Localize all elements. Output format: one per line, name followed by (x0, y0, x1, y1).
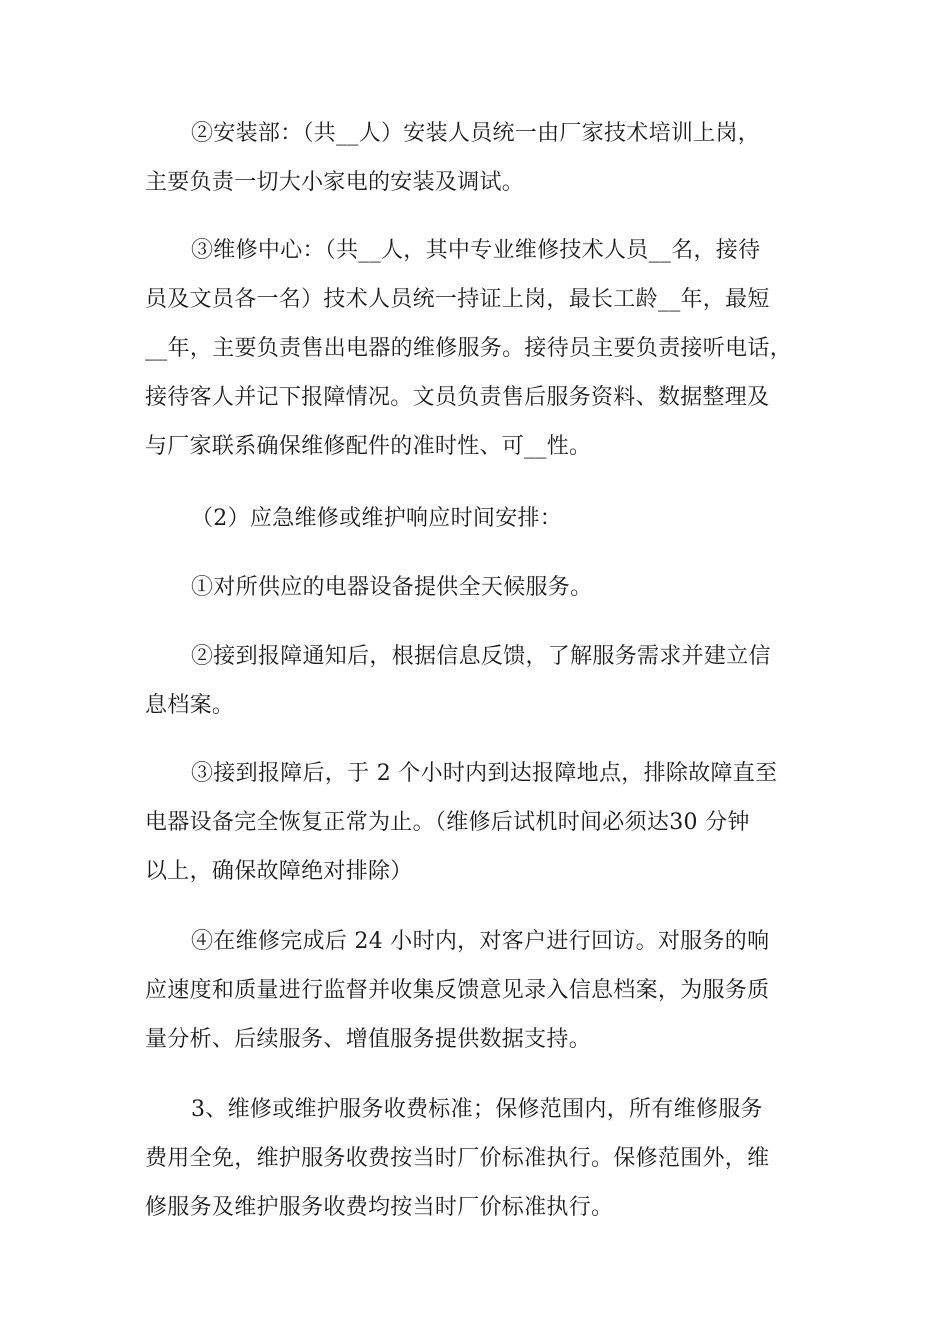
text-line: 应速度和质量进行监督并收集反馈意见录入信息档案，为服务质 (145, 978, 770, 1003)
text-line: 主要负责一切大小家电的安装及调试。 (145, 170, 525, 195)
text-line: 3、维修或维护服务收费标准；保修范围内，所有维修服务 (191, 1097, 763, 1122)
text-line: ④在维修完成后 24 小时内，对客户进行回访。对服务的响 (191, 929, 770, 954)
text-line: 量分析、后续服务、增值服务提供数据支持。 (145, 1027, 592, 1052)
section-heading-emergency-response (145, 494, 810, 543)
paragraph-item-4 (145, 917, 810, 1064)
text-line: ①对所供应的电器设备提供全天候服务。 (191, 575, 593, 600)
paragraph-fee-standard (145, 1085, 810, 1232)
text-line: 息档案。 (145, 693, 235, 718)
paragraph-item-3 (145, 749, 810, 896)
paragraph-item-1 (145, 563, 810, 612)
text-line: 以上，确保故障绝对排除） (145, 859, 413, 884)
text-line: 员及文员各一名）技术人员统一持证上岗，最长工龄__年，最短 (145, 287, 770, 312)
text-line: 与厂家联系确保维修配件的准时性、可__性。 (145, 434, 592, 459)
paragraph-repair-center (145, 226, 810, 471)
text-line: 电器设备完全恢复正常为止。（维修后试机时间必须达30 分钟 (145, 810, 750, 835)
text-line: ②接到报障通知后，根据信息反馈，了解服务需求并建立信 (191, 644, 771, 669)
text-line: ③接到报障后，于 2 个小时内到达报障地点，排除故障直至 (191, 761, 778, 786)
paragraph-item-2 (145, 632, 810, 730)
paragraph-installation-dept (145, 109, 810, 207)
text-line: （2）应急维修或维护响应时间安排： (191, 506, 563, 531)
text-line: __年，主要负责售出电器的维修服务。接待员主要负责接听电话， (145, 336, 793, 361)
text-line: ②安装部：（共__人）安装人员统一由厂家技术培训上岗， (191, 121, 761, 146)
text-line: 费用全免，维护服务收费按当时厂价标准执行。保修范围外，维 (145, 1146, 770, 1171)
text-line: 接待客人并记下报障情况。文员负责售后服务资料、数据整理及 (145, 385, 770, 410)
text-line: ③维修中心：（共__人，其中专业维修技术人员__名，接待 (191, 238, 761, 263)
text-line: 修服务及维护服务收费均按当时厂价标准执行。 (145, 1195, 614, 1220)
